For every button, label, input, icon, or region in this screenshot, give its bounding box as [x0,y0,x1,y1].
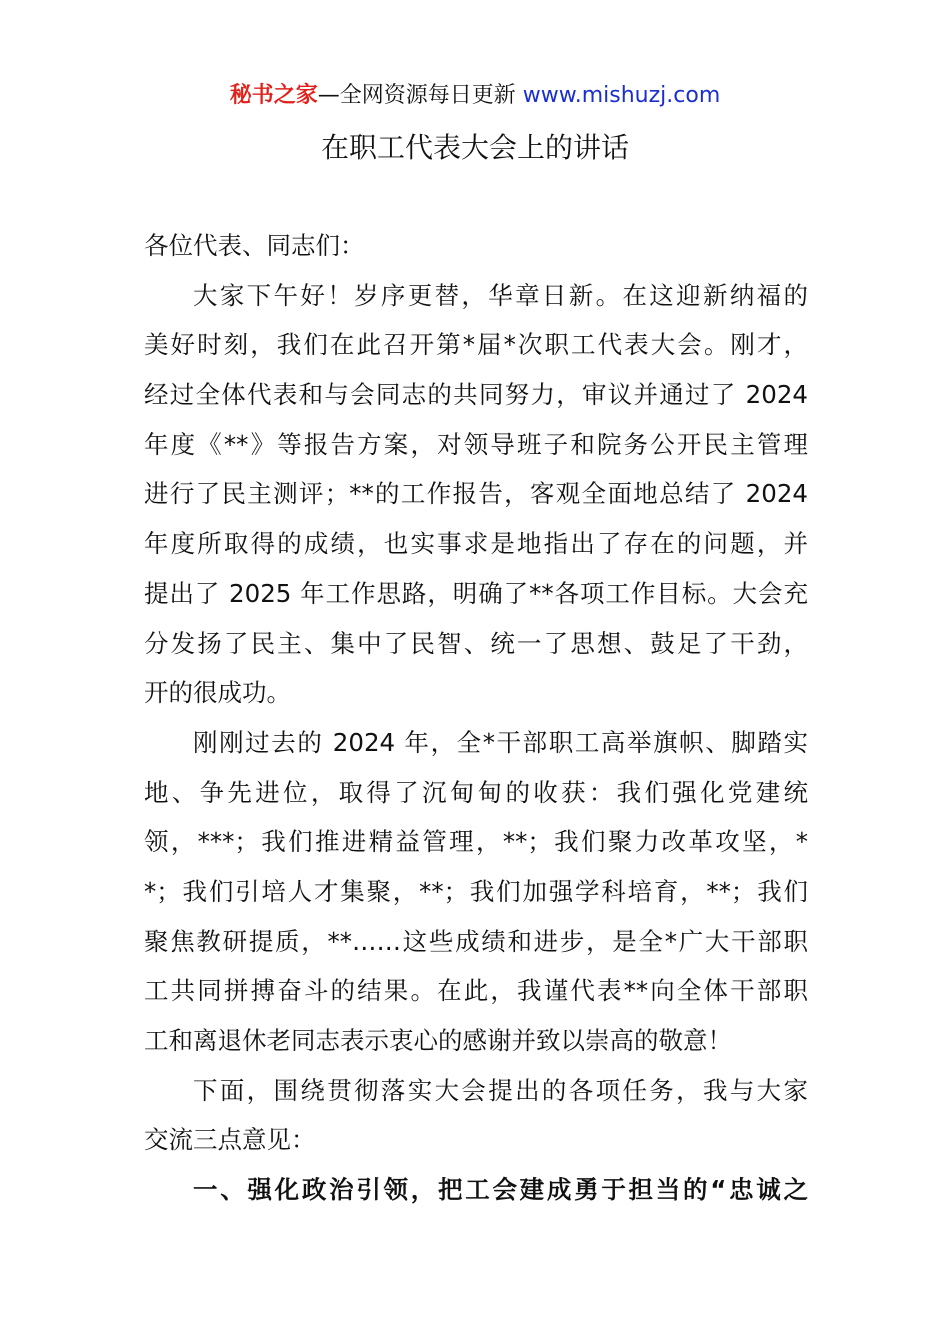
paragraph-2-line: *；我们引培人才集聚，**；我们加强学科培育，**；我们 [144,876,808,906]
paragraph-2-line: 领，***；我们推进精益管理，**；我们聚力改革攻坚，* [144,827,808,857]
paragraph-3-line: 交流三点意见： [144,1125,316,1155]
paragraph-1-line: 年度所取得的成绩，也实事求是地指出了存在的问题，并 [144,529,808,559]
section-heading-line: 一、强化政治引领，把工会建成勇于担当的“忠诚之 [193,1175,808,1205]
document-title: 在职工代表大会上的讲话 [320,131,629,164]
brand-name: 秘书之家 [229,83,318,108]
paragraph-1-line: 开的很成功。 [144,678,291,708]
paragraph-1-line: 年度《**》等报告方案，对领导班子和院务公开民主管理 [144,429,808,459]
paragraph-2-line: 刚刚过去的 2024 年，全*干部职工高举旗帜、脚踏实 [193,727,808,757]
site-url-link[interactable]: www.mishuzj.com [522,83,721,108]
paragraph-1-line: 经过全体代表和与会同志的共同努力，审议并通过了 2024 [144,380,808,410]
paragraph-2-line: 地、争先进位，取得了沉甸甸的收获：我们强化党建统 [144,777,808,807]
paragraph-2-line: 聚焦教研提质，**……这些成绩和进步，是全*广大干部职 [144,926,808,956]
salutation-line: 各位代表、同志们： [144,231,365,260]
paragraph-3-line: 下面，围绕贯彻落实大会提出的各项任务，我与大家 [193,1075,808,1105]
header-slogan: —全网资源每日更新 [317,83,516,108]
paragraph-1-line: 提出了 2025 年工作思路，明确了**各项工作目标。大会充 [144,578,808,608]
paragraph-1-line: 美好时刻，我们在此召开第*届*次职工代表大会。刚才， [144,330,808,360]
paragraph-2-line: 工共同拼搏奋斗的结果。在此，我谨代表**向全体干部职 [144,976,808,1006]
paragraph-1-line: 大家下午好！岁序更替，华章日新。在这迎新纳福的 [193,280,808,310]
document-body [144,228,808,1222]
paragraph-2-line: 工和离退休老同志表示衷心的感谢并致以崇高的敬意！ [144,1026,732,1055]
paragraph-1-line: 分发扬了民主、集中了民智、统一了思想、鼓足了干劲， [144,628,808,658]
paragraph-1-line: 进行了民主测评；**的工作报告，客观全面地总结了 2024 [144,479,808,509]
site-header [0,80,950,112]
